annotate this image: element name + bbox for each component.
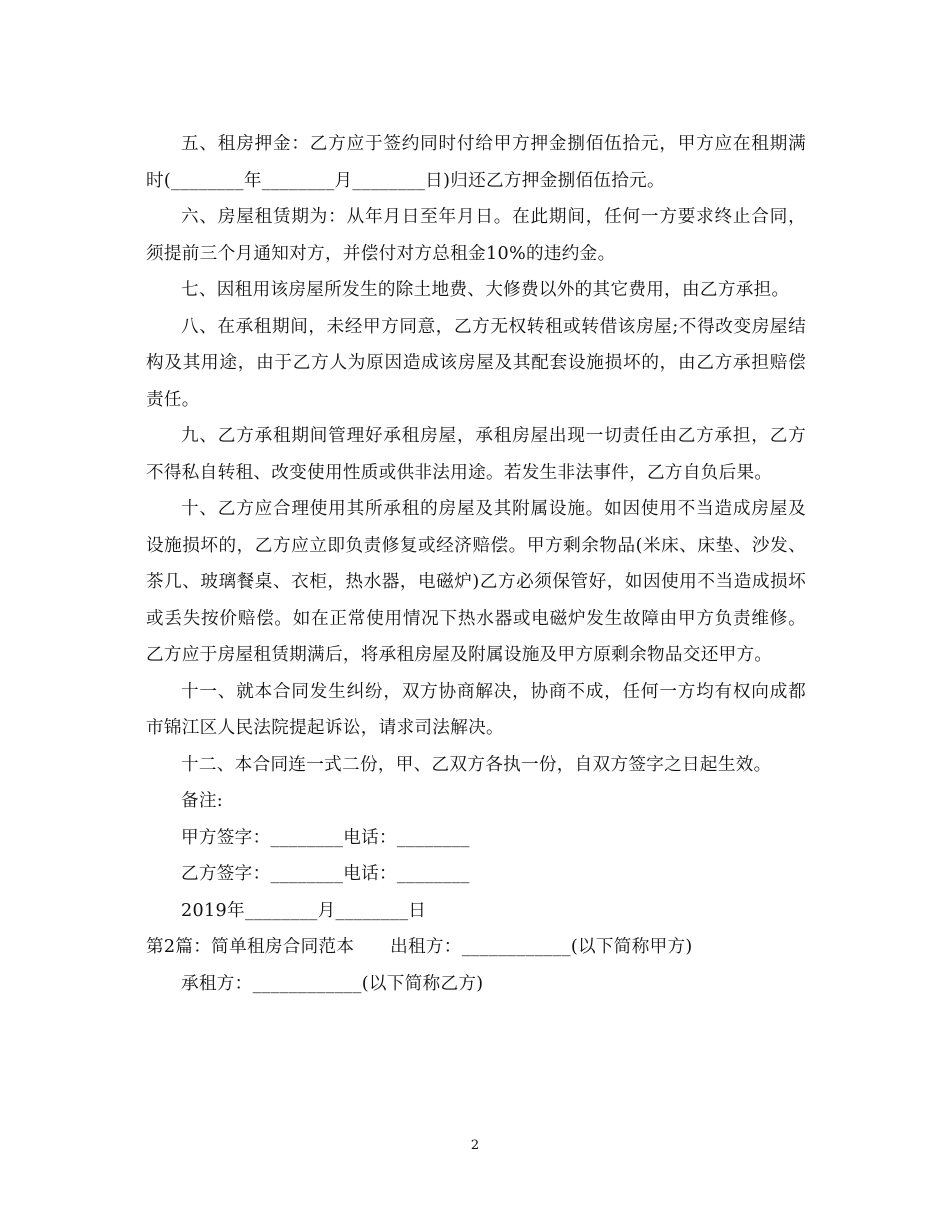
clause-5-deposit: 五、租房押金：乙方应于签约同时付给甲方押金捌佰伍拾元，甲方应在租期满时(________年________月________日)归还乙方押金捌佰伍拾元。 [146,134,806,191]
document-body [146,126,806,1002]
clause-9-management: 九、乙方承租期间管理好承租房屋，承租房屋出现一切责任由乙方承担，乙方不得私自转租、改变使用性质或供非法用途。若发生非法事件，乙方自负后果。 [146,426,806,483]
clause-12-effective: 十二、本合同连一式二份，甲、乙双方各执一份，自双方签字之日起生效。 [181,754,772,775]
tenant-line: 承租方：____________(以下简称乙方) [181,973,484,994]
clause-11-disputes: 十一、就本合同发生纠纷，双方协商解决，协商不成，任何一方均有权向成都市锦江区人民法院提起诉讼，请求司法解决。 [146,681,806,738]
party-a-signature-line: 甲方签字：________电话：________ [181,827,470,848]
clause-8-no-sublease: 八、在承租期间，未经甲方同意，乙方无权转租或转借该房屋;不得改变房屋结构及其用途，由于乙方人为原因造成该房屋及其配套设施损坏的，由乙方承担赔偿责任。 [146,316,806,410]
clause-10-proper-use: 十、乙方应合理使用其所承租的房屋及其附属设施。如因使用不当造成房屋及设施损坏的，乙方应立即负责修复或经济赔偿。甲方剩余物品(米床、床垫、沙发、茶几、玻璃餐桌、衣柜，热水器，电磁炉)乙方必须保管好，如因使用不当造成损坏或丢失按价赔偿。如在正常使用情况下热水器或电磁炉发生故障由甲方负责维修。乙方应于房屋租赁期满后，将承租房屋及附属设施及甲方原剩余物品交还甲方。 [146,499,806,665]
clause-7-other-fees: 七、因租用该房屋所发生的除土地费、大修费以外的其它费用，由乙方承担。 [181,280,790,300]
page-number: 2 [470,1138,480,1153]
remarks-label: 备注: [181,791,224,811]
second-contract-heading: 第2篇：简单租房合同范本 出租方：____________(以下简称甲方) [146,937,693,957]
signing-date-line: 2019年________月________日 [181,900,427,921]
party-b-signature-line: 乙方签字：________电话：________ [181,864,470,884]
clause-6-lease-term: 六、房屋租赁期为：从年月日至年月日。在此期间，任何一方要求终止合同，须提前三个月通知对方，并偿付对方总租金10%的违约金。 [146,207,806,264]
